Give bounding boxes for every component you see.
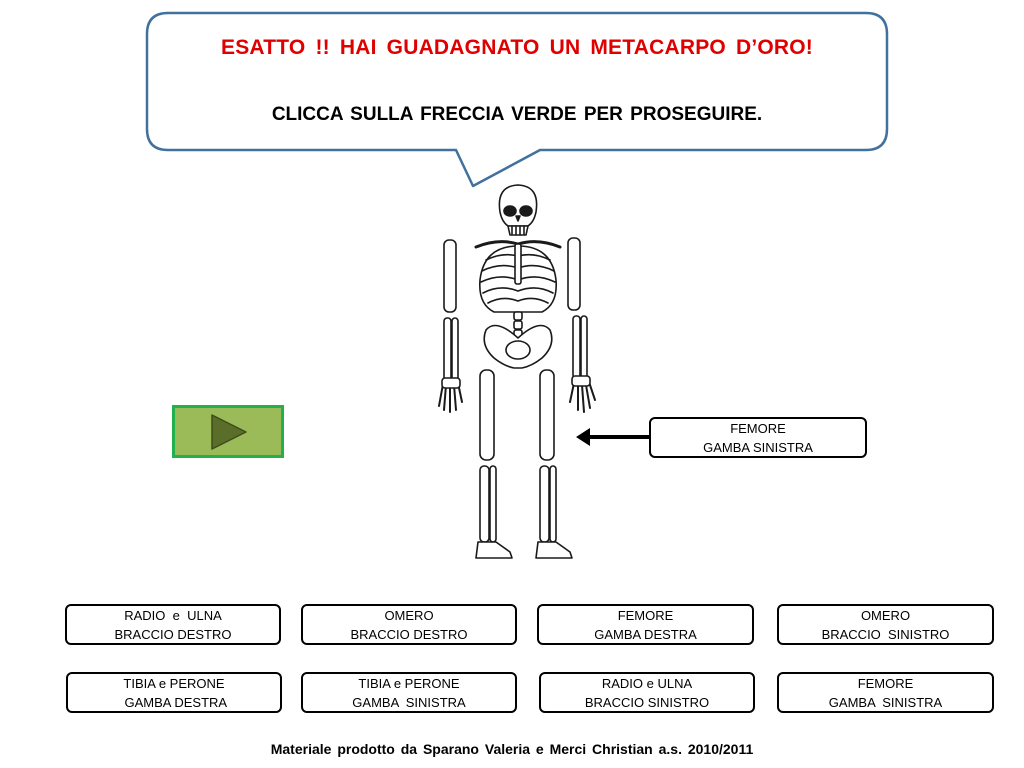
speech-bubble bbox=[0, 0, 1024, 200]
answer-line1: OMERO bbox=[384, 607, 434, 623]
answer-line2: BRACCIO SINISTRO bbox=[821, 626, 950, 642]
answer-line1: TIBIA e PERONE bbox=[358, 675, 460, 691]
placed-label-femore bbox=[649, 417, 867, 458]
answer-omero-braccio-destro[interactable] bbox=[301, 604, 517, 645]
answer-line1: RADIO e ULNA bbox=[124, 607, 222, 623]
play-triangle-icon bbox=[206, 412, 250, 452]
footer-credit: Materiale prodotto da Sparano Valeria e Merci Christian a.s. 2010/2011 bbox=[270, 741, 754, 757]
placed-label-line1: FEMORE bbox=[730, 420, 786, 436]
placed-label-line2: GAMBA SINISTRA bbox=[703, 439, 813, 455]
answer-line2: BRACCIO DESTRO bbox=[350, 626, 468, 642]
answer-line2: GAMBA SINISTRA bbox=[828, 694, 943, 710]
next-arrow-button[interactable] bbox=[172, 405, 284, 458]
answer-line2: GAMBA DESTRA bbox=[120, 694, 228, 710]
feedback-instruction: CLICCA SULLA FRECCIA VERDE PER PROSEGUIRE. bbox=[271, 104, 763, 125]
answer-tibia-perone-gamba-sinistra[interactable] bbox=[301, 672, 517, 713]
answer-line1: OMERO bbox=[860, 607, 911, 623]
answer-line2: GAMBA SINISTRA bbox=[352, 694, 466, 710]
answer-omero-braccio-sinistro[interactable] bbox=[777, 604, 994, 645]
answer-line1: RADIO e ULNA bbox=[601, 675, 693, 691]
answer-line2: GAMBA DESTRA bbox=[594, 626, 697, 642]
answer-line1: TIBIA e PERONE bbox=[123, 675, 225, 691]
answer-line2: BRACCIO SINISTRO bbox=[584, 694, 710, 710]
answer-femore-gamba-sinistra[interactable] bbox=[777, 672, 994, 713]
answer-radio-ulna-braccio-destro[interactable] bbox=[65, 604, 281, 645]
answer-line1: FEMORE bbox=[857, 675, 914, 691]
answer-line1: FEMORE bbox=[617, 607, 674, 623]
answer-tibia-perone-gamba-destra[interactable] bbox=[66, 672, 282, 713]
skeleton-illustration bbox=[428, 180, 608, 570]
answer-radio-ulna-braccio-sinistro[interactable] bbox=[539, 672, 755, 713]
feedback-title: ESATTO !! HAI GUADAGNATO UN METACARPO D’ORO! bbox=[220, 36, 813, 59]
answer-femore-gamba-destra[interactable] bbox=[537, 604, 754, 645]
answer-line2: BRACCIO DESTRO bbox=[114, 626, 232, 642]
